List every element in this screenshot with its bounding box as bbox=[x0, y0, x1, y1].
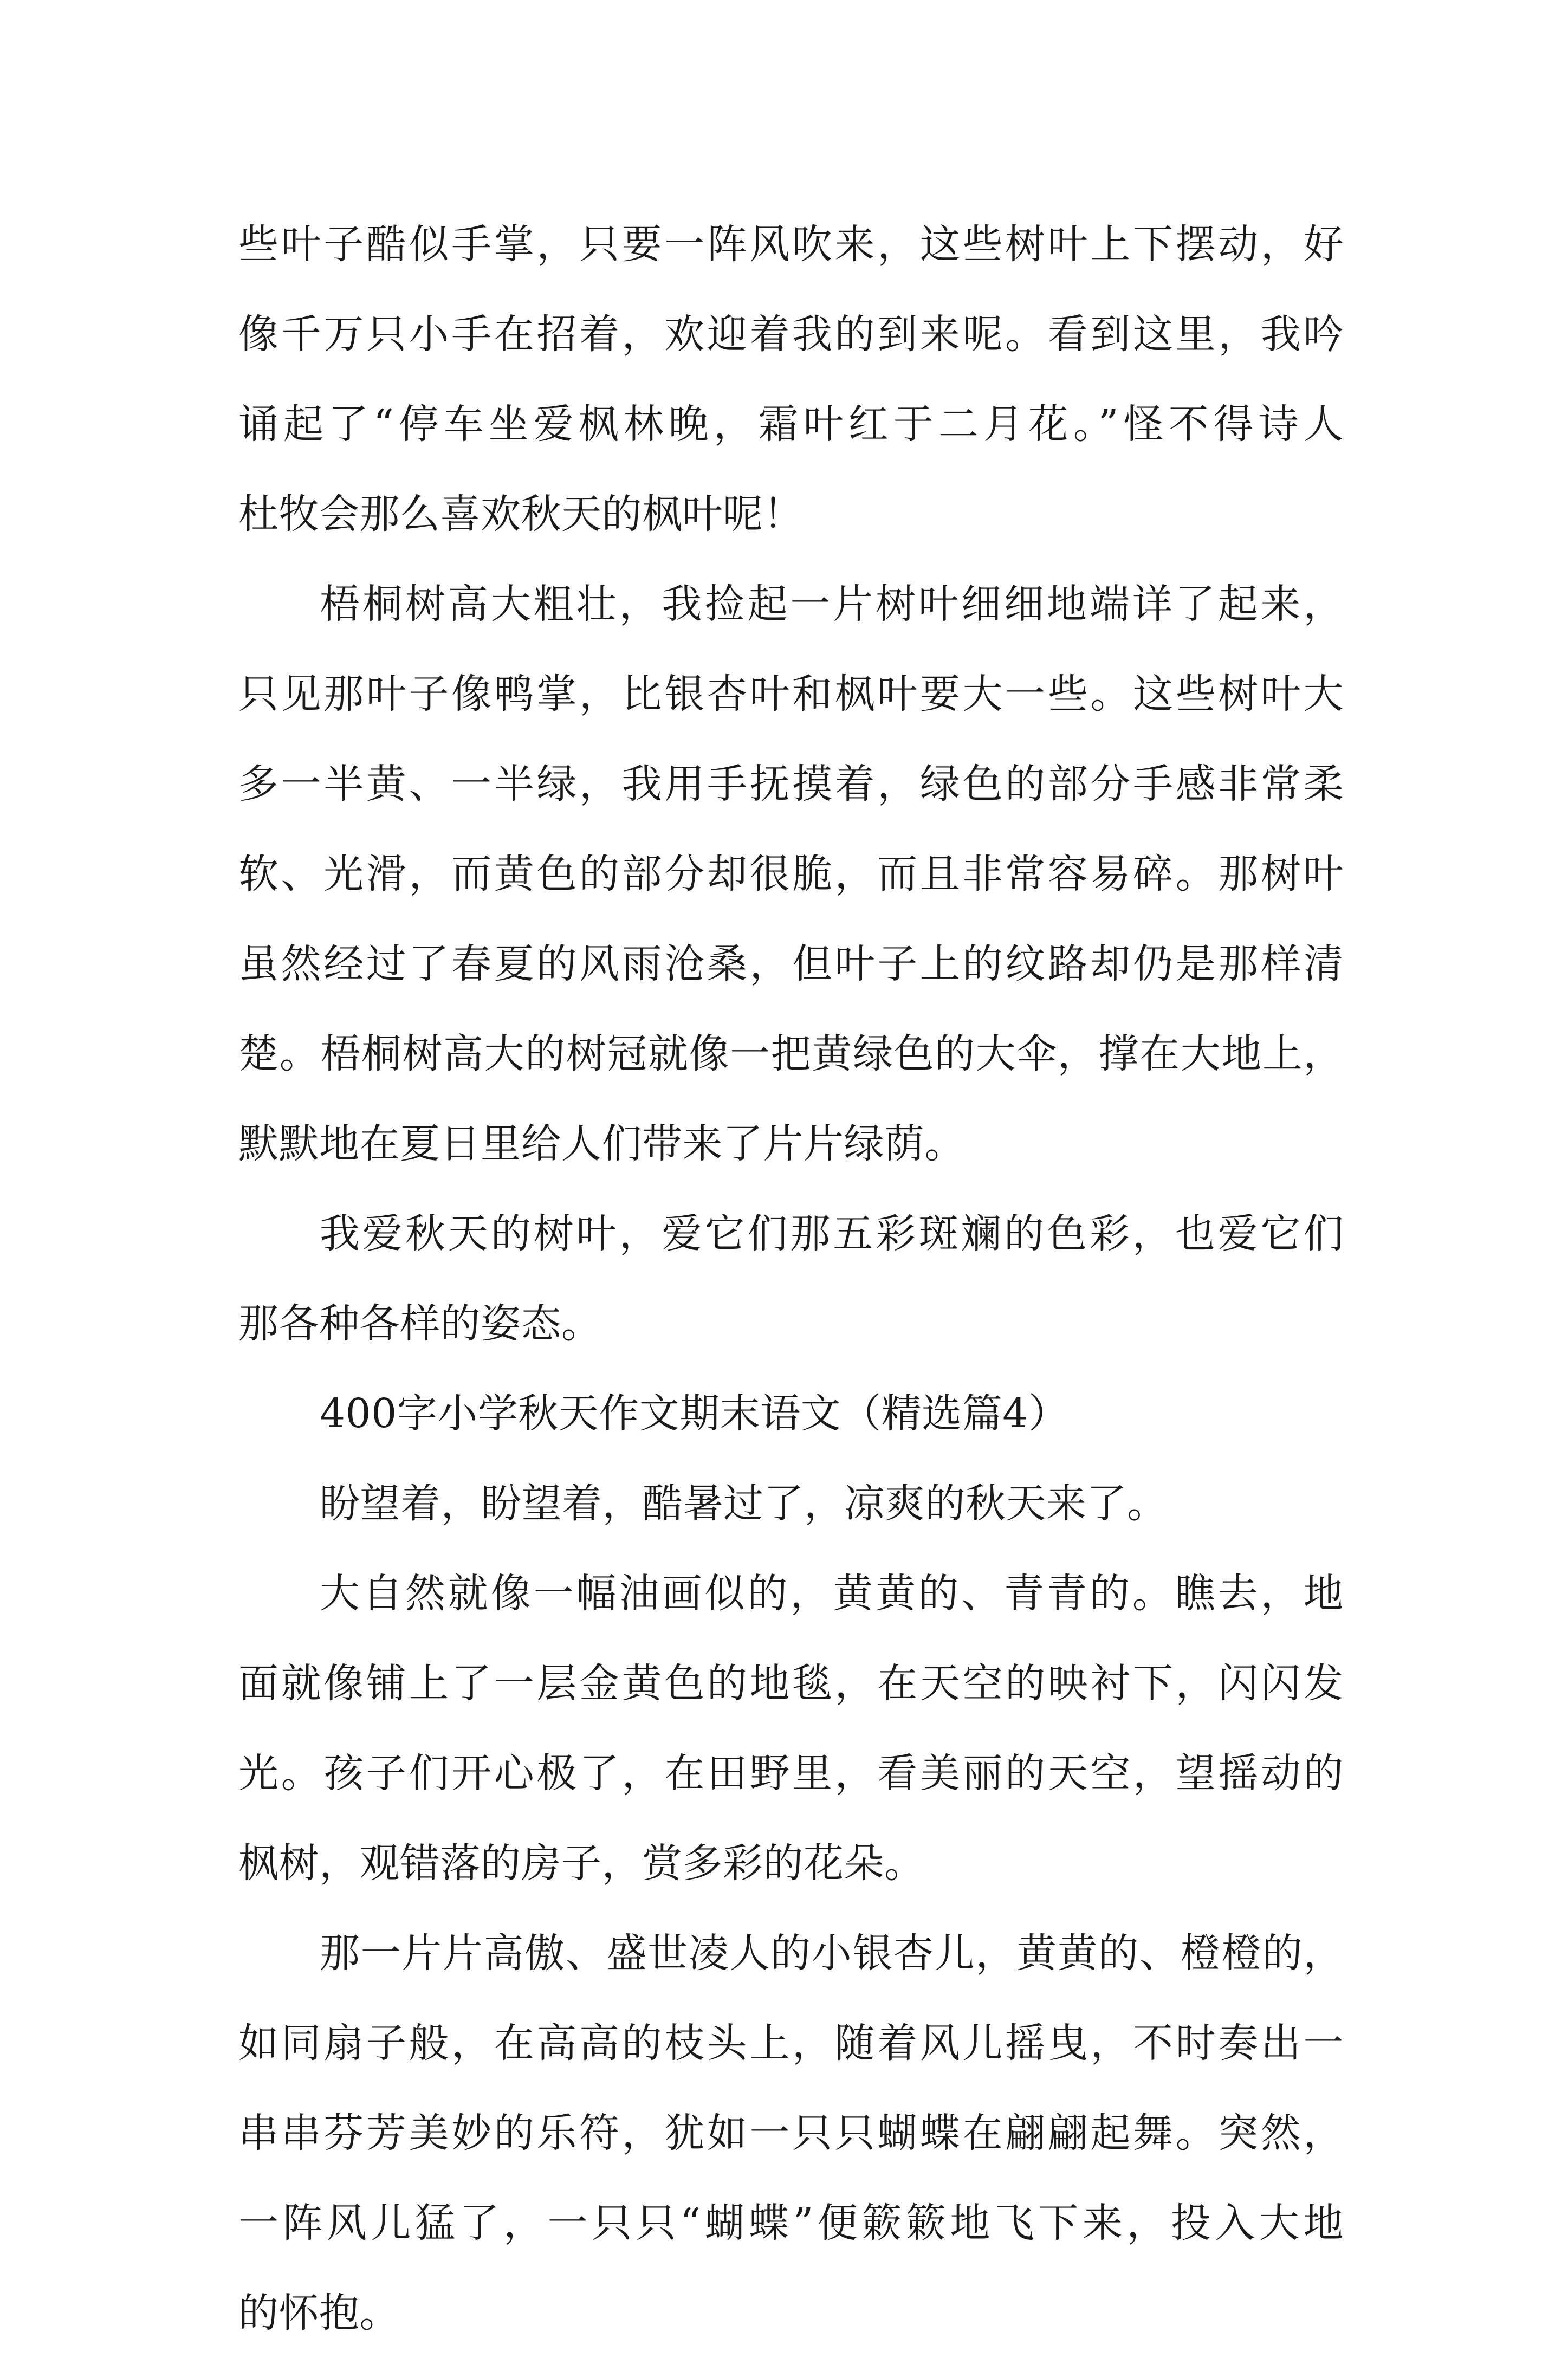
text-line: 些叶子酷似手掌，只要一阵风吹来，这些树叶上下摆动，好 bbox=[238, 221, 1344, 268]
text-line: 大自然就像一幅油画似的，黄黄的、青青的。瞧去，地 bbox=[320, 1570, 1344, 1617]
text-line: 软、光滑，而黄色的部分却很脆，而且非常容易碎。那树叶 bbox=[238, 851, 1344, 897]
text-line: 我爱秋天的树叶，爱它们那五彩斑斓的色彩，也爱它们 bbox=[320, 1210, 1344, 1257]
text-line: 只见那叶子像鸭掌，比银杏叶和枫叶要大一些。这些树叶大 bbox=[238, 671, 1344, 717]
text-line: 串串芬芳美妙的乐符，犹如一只只蝴蝶在翩翩起舞。突然， bbox=[238, 2110, 1344, 2156]
text-line: 的怀抱。 bbox=[238, 2290, 400, 2336]
text-line: 诵起了“停车坐爱枫林晚，霜叶红于二月花。”怪不得诗人 bbox=[238, 401, 1344, 448]
section-heading: 400字小学秋天作文期末语文（精选篇4） bbox=[320, 1390, 1069, 1437]
text-line: 光。孩子们开心极了，在田野里，看美丽的天空，望摇动的 bbox=[238, 1750, 1344, 1797]
text-line: 杜牧会那么喜欢秋天的枫叶呢！ bbox=[238, 491, 804, 537]
text-line: 梧桐树高大粗壮，我捡起一片树叶细细地端详了起来， bbox=[320, 581, 1344, 627]
text-line: 枫树，观错落的房子，赏多彩的花朵。 bbox=[238, 1840, 925, 1887]
text-line: 虽然经过了春夏的风雨沧桑，但叶子上的纹路却仍是那样清 bbox=[238, 941, 1344, 987]
text-line: 多一半黄、一半绿，我用手抚摸着，绿色的部分手感非常柔 bbox=[238, 761, 1344, 807]
text-line: 那一片片高傲、盛世凌人的小银杏儿，黄黄的、橙橙的， bbox=[320, 1930, 1344, 1977]
document-body bbox=[238, 199, 1344, 2358]
text-line: 默默地在夏日里给人们带来了片片绿荫。 bbox=[238, 1120, 965, 1167]
text-line: 楚。梧桐树高大的树冠就像一把黄绿色的大伞，撑在大地上， bbox=[238, 1031, 1344, 1077]
text-line: 盼望着，盼望着，酷暑过了，凉爽的秋天来了。 bbox=[320, 1480, 1168, 1527]
text-line: 那各种各样的姿态。 bbox=[238, 1300, 602, 1347]
text-line: 一阵风儿猛了，一只只“蝴蝶”便簌簌地飞下来，投入大地 bbox=[238, 2200, 1344, 2246]
text-line: 面就像铺上了一层金黄色的地毯，在天空的映衬下，闪闪发 bbox=[238, 1660, 1344, 1707]
text-line: 像千万只小手在招着，欢迎着我的到来呢。看到这里，我吟 bbox=[238, 311, 1344, 358]
text-line: 如同扇子般，在高高的枝头上，随着风儿摇曳，不时奏出一 bbox=[238, 2020, 1344, 2067]
